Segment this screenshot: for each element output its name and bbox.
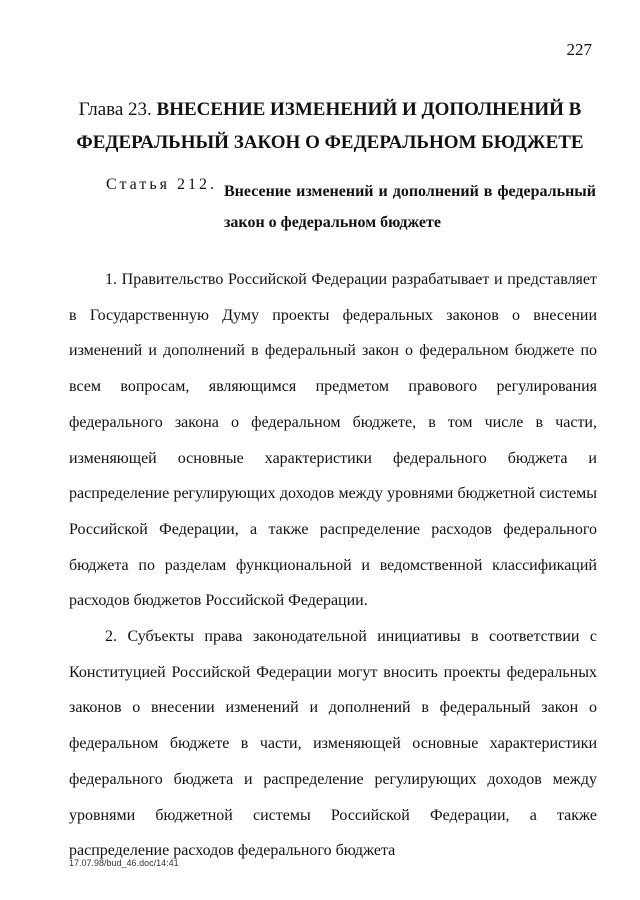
chapter-label: Глава 23. (78, 99, 152, 120)
chapter-heading (60, 93, 600, 159)
paragraph-1: 1. Правительство Российской Федерации разрабатывает и представляет в Государственную Думу проекты федеральных законов о внесении изменений и дополнений в федеральный закон о федеральном бюджете по всем вопросам, являющимся предметом правового регулирования федерального закона о федеральном бюджете, в том числе в части, изменяющей основные характеристики федерального бюджета и распределение регулирующих доходов между уровнями бюджетной системы Российской Федерации, а также распределение расходов федерального бюджета по разделам функциональной и ведомственной классификаций расходов бюджетов Российской Федерации. (69, 271, 597, 610)
chapter-title: ВНЕСЕНИЕ ИЗМЕНЕНИЙ И ДОПОЛНЕНИЙ В ФЕДЕРАЛЬНЫЙ ЗАКОН О ФЕДЕРАЛЬНОМ БЮДЖЕТЕ (76, 99, 584, 153)
article-title: Внесение изменений и дополнений в федеральный закон о федеральном бюджете (224, 183, 596, 231)
paragraph-2: 2. Субъекты права законодательной инициативы в соответствии с Конституцией Российской Федерации могут вносить проекты федеральных законов о внесении изменений и дополнений в федеральный закон о федеральном бюджете в части, изменяющей основные характеристики федерального бюджета и распределение регулирующих доходов между уровнями бюджетной системы Российской Федерации, а также распределение расходов федерального бюджета (69, 628, 597, 860)
file-footer: 17.07.98/bud_46.doc/14:41 (69, 858, 179, 868)
article-label: Статья 212. (106, 176, 217, 193)
page-number: 227 (566, 40, 592, 59)
article-body (69, 262, 597, 869)
